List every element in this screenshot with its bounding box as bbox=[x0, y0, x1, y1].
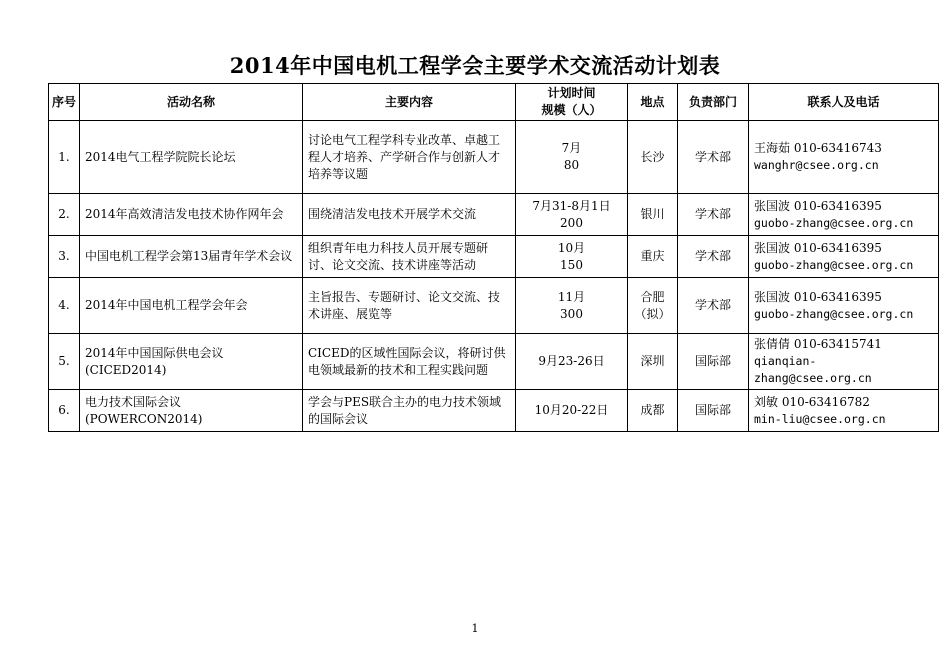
scale-text: 150 bbox=[560, 257, 583, 272]
scale-text: 80 bbox=[563, 158, 580, 172]
contact-name-phone: 张倩倩 010-63415741 bbox=[754, 337, 882, 351]
page-number: 1 bbox=[471, 622, 479, 635]
place-text: 重庆 bbox=[640, 249, 665, 263]
time-text: 11月 bbox=[557, 289, 586, 304]
row-index: 1. bbox=[49, 121, 80, 194]
contact-email: wanghr@csee.org.cn bbox=[754, 158, 879, 172]
row-index: 3. bbox=[49, 236, 80, 278]
row-index: 5. bbox=[49, 334, 80, 390]
activity-time bbox=[516, 194, 628, 236]
scale-text: 300 bbox=[560, 306, 583, 321]
contact-email: min-liu@csee.org.cn bbox=[754, 411, 886, 426]
header-name: 活动名称 bbox=[80, 84, 303, 121]
activity-name: 电力技术国际会议(POWERCON2014) bbox=[80, 390, 303, 432]
contact-name-phone: 张国波 010-63416395 bbox=[754, 240, 882, 255]
contact-name-phone: 刘敏 010-63416782 bbox=[754, 394, 870, 409]
contact-email: guobo-zhang@csee.org.cn bbox=[754, 306, 914, 321]
activity-place bbox=[628, 194, 678, 236]
place-text: 合肥 bbox=[640, 289, 665, 304]
activity-content: 主旨报告、专题研讨、论文交流、技术讲座、展览等 bbox=[303, 278, 516, 334]
activity-dept: 学术部 bbox=[678, 236, 749, 278]
activity-name: 2014年高效清洁发电技术协作网年会 bbox=[80, 194, 303, 236]
activity-content: 围绕清洁发电技术开展学术交流 bbox=[303, 194, 516, 236]
activity-content: 讨论电气工程学科专业改革、卓越工程人才培养、产学研合作与创新人才培养等议题 bbox=[303, 121, 516, 194]
activity-place bbox=[628, 334, 678, 390]
activity-time bbox=[516, 121, 628, 194]
activity-dept: 学术部 bbox=[678, 121, 749, 194]
table-header-row bbox=[49, 84, 939, 121]
contact-name-phone: 张国波 010-63416395 bbox=[754, 289, 882, 304]
header-dept: 负责部门 bbox=[678, 84, 749, 121]
activity-place bbox=[628, 278, 678, 334]
activity-time bbox=[516, 390, 628, 432]
activity-time bbox=[516, 334, 628, 390]
activity-contact bbox=[749, 121, 939, 194]
activity-dept: 学术部 bbox=[678, 194, 749, 236]
contact-name-phone: 王海茹 010-63416743 bbox=[754, 141, 882, 155]
table-row bbox=[49, 390, 939, 432]
table-row bbox=[49, 334, 939, 390]
activity-contact bbox=[749, 278, 939, 334]
time-text: 7月 bbox=[561, 141, 582, 155]
activity-contact bbox=[749, 390, 939, 432]
activity-content: 组织青年电力科技人员开展专题研讨、论文交流、技术讲座等活动 bbox=[303, 236, 516, 278]
activity-dept: 学术部 bbox=[678, 278, 749, 334]
place-text: 深圳 bbox=[640, 354, 665, 368]
time-text: 10月20-22日 bbox=[534, 403, 609, 417]
table-row bbox=[49, 236, 939, 278]
contact-name-phone: 张国波 010-63416395 bbox=[754, 198, 882, 213]
time-text: 9月23-26日 bbox=[538, 354, 605, 368]
activity-content: CICED的区域性国际会议，将研讨供电领域最新的技术和工程实践问题 bbox=[303, 334, 516, 390]
activity-content: 学会与PES联合主办的电力技术领域的国际会议 bbox=[303, 390, 516, 432]
activity-contact bbox=[749, 194, 939, 236]
table-row bbox=[49, 121, 939, 194]
activity-name: 中国电机工程学会第13届青年学术会议 bbox=[80, 236, 303, 278]
header-idx: 序号 bbox=[49, 84, 80, 121]
activity-dept: 国际部 bbox=[678, 390, 749, 432]
activity-name: 2014年中国电机工程学会年会 bbox=[80, 278, 303, 334]
activity-contact bbox=[749, 236, 939, 278]
header-time-line2: 规模（人） bbox=[541, 103, 602, 117]
document-title: 2014年中国电机工程学会主要学术交流活动计划表 bbox=[229, 53, 721, 78]
scale-text: 200 bbox=[560, 215, 583, 230]
contact-email: guobo-zhang@csee.org.cn bbox=[754, 215, 914, 230]
row-index: 6. bbox=[49, 390, 80, 432]
activity-dept: 国际部 bbox=[678, 334, 749, 390]
activity-name: 2014年中国国际供电会议(CICED2014) bbox=[80, 334, 303, 390]
table-row bbox=[49, 194, 939, 236]
contact-email: qianqian-zhang@csee.org.cn bbox=[754, 354, 872, 385]
header-time-line1: 计划时间 bbox=[547, 86, 596, 100]
activity-place bbox=[628, 236, 678, 278]
header-contact: 联系人及电话 bbox=[749, 84, 939, 121]
activity-time bbox=[516, 236, 628, 278]
header-place: 地点 bbox=[628, 84, 678, 121]
header-time bbox=[516, 84, 628, 121]
contact-email: guobo-zhang@csee.org.cn bbox=[754, 257, 914, 272]
row-index: 4. bbox=[49, 278, 80, 334]
table-row bbox=[49, 278, 939, 334]
place-text: 成都 bbox=[640, 403, 665, 417]
activity-place bbox=[628, 121, 678, 194]
place-note: （拟） bbox=[634, 306, 671, 321]
time-text: 7月31-8月1日 bbox=[532, 198, 611, 213]
activity-name: 2014电气工程学院院长论坛 bbox=[80, 121, 303, 194]
activity-time bbox=[516, 278, 628, 334]
activity-plan-table bbox=[48, 83, 939, 432]
activity-contact bbox=[749, 334, 939, 390]
header-content: 主要内容 bbox=[303, 84, 516, 121]
place-text: 长沙 bbox=[640, 149, 665, 164]
time-text: 10月 bbox=[557, 240, 586, 255]
activity-place bbox=[628, 390, 678, 432]
place-text: 银川 bbox=[640, 207, 665, 221]
row-index: 2. bbox=[49, 194, 80, 236]
